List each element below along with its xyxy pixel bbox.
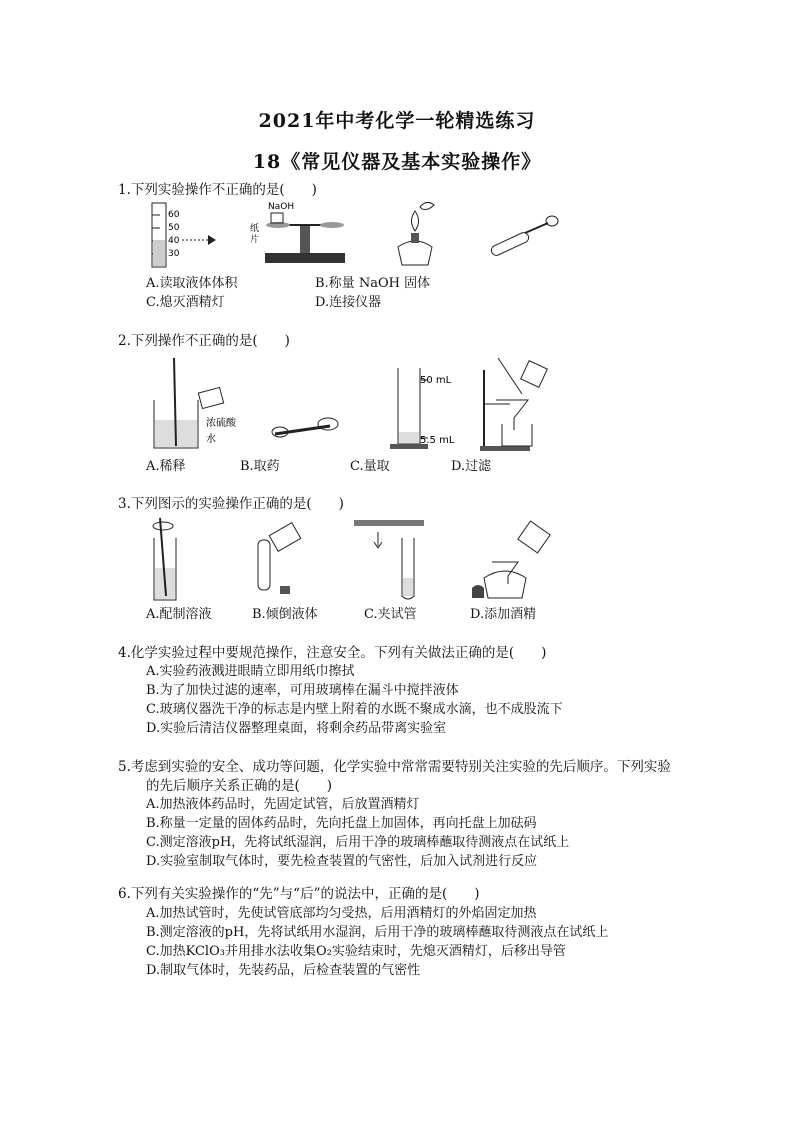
q5-option-c: C.测定溶液pH，先将试纸湿润，后用干净的玻璃棒蘸取待测液点在试纸上 [146, 835, 570, 850]
ml55-label: 5.5 mL [420, 435, 455, 446]
q2-option-b: B.取药 [240, 459, 280, 474]
q5-option-b: B.称量一定量的固体药品时，先向托盘上加固体，再向托盘上加砝码 [146, 816, 537, 831]
acid-label: 浓硫酸 [206, 418, 236, 429]
q4-option-c: C.玻璃仪器洗干净的标志是内壁上附着的水既不聚成水滴，也不成股流下 [146, 702, 563, 717]
q1-option-d: D.连接仪器 [315, 295, 382, 310]
balance-figure [250, 202, 345, 263]
q1-figures [140, 195, 570, 273]
water-label: 水 [206, 434, 216, 445]
q1-option-a: A.读取液体体积 [146, 276, 238, 291]
q3-option-d: D.添加酒精 [470, 607, 537, 622]
q2-option-d: D.过滤 [451, 459, 492, 474]
q5-stem-cont: 的先后顺序关系正确的是( ) [146, 778, 333, 794]
q2-stem: 2.下列操作不正确的是( ) [118, 333, 290, 349]
q6-stem: 6.下列有关实验操作的“先”与“后”的说法中，正确的是( ) [118, 886, 480, 902]
ml50-label: 50 mL [420, 375, 452, 386]
dilution-figure [154, 358, 237, 448]
q6-option-d: D.制取气体时，先装药品，后检查装置的气密性 [146, 963, 421, 978]
q1-option-b: B.称量 NaOH 固体 [315, 276, 431, 291]
scale-40: 40 [168, 236, 180, 246]
q3-option-a: A.配制溶液 [146, 607, 212, 622]
q4-option-d: D.实验后清洁仪器整理桌面，将剩余药品带离实验室 [146, 721, 447, 736]
q1-option-c: C.熄灭酒精灯 [146, 295, 225, 310]
q1-stem: 1.下列实验操作不正确的是( ) [118, 182, 317, 198]
q4-stem: 4.化学实验过程中要规范操作，注意安全。下列有关做法正确的是( ) [118, 645, 547, 661]
q5-option-d: D.实验室制取气体时，要先检查装置的气密性，后加入试剂进行反应 [146, 854, 538, 869]
page-title: 2021年中考化学一轮精选练习 [258, 110, 536, 132]
pour-liquid-figure [258, 523, 301, 594]
q6-option-c: C.加热KClO₃并用排水法收集O₂实验结束时，先熄灭酒精灯，后移出导管 [146, 944, 566, 959]
scale-30: 30 [168, 249, 180, 259]
q2-figures [140, 350, 560, 454]
q5-stem: 5.考虑到实验的安全、成功等问题，化学实验中常常需要特别关注实验的先后顺序。下列实验 [118, 759, 671, 775]
connect-apparatus-figure [490, 216, 558, 257]
add-alcohol-figure [472, 521, 550, 598]
q3-option-b: B.倾倒液体 [252, 607, 318, 622]
graduated-cylinder-reading-figure [152, 203, 216, 267]
q6-option-a: A.加热试管时，先使试管底部均匀受热，后用酒精灯的外焰固定加热 [146, 906, 537, 921]
paper-label-1: 纸 [250, 224, 260, 234]
q2-option-a: A.稀释 [146, 459, 186, 474]
q3-stem: 3.下列图示的实验操作正确的是( ) [118, 496, 344, 512]
scale-50: 50 [168, 223, 180, 233]
prepare-solution-figure [153, 518, 176, 600]
filtration-figure [480, 358, 547, 451]
graduated-cylinder-figure [390, 368, 455, 449]
clamp-tube-figure [354, 520, 424, 599]
scale-60: 60 [168, 210, 180, 220]
q2-option-c: C.量取 [350, 459, 390, 474]
eye-icon [208, 235, 216, 245]
q4-option-b: B.为了加快过滤的速率，可用玻璃棒在漏斗中搅拌液体 [146, 683, 459, 698]
page-subtitle: 18《常见仪器及基本实验操作》 [252, 151, 542, 173]
naoh-label: NaOH [268, 202, 295, 212]
take-reagent-figure [272, 418, 338, 437]
q4-option-a: A.实验药液溅进眼睛立即用纸巾擦拭 [146, 664, 355, 679]
paper-label-2: 片 [250, 235, 260, 245]
q6-option-b: B.测定溶液的pH，先将试纸用水湿润，后用干净的玻璃棒蘸取待测液点在试纸上 [146, 925, 609, 940]
q3-option-c: C.夹试管 [364, 607, 417, 622]
alcohol-lamp-figure [398, 202, 434, 265]
q5-option-a: A.加热液体药品时，先固定试管，后放置酒精灯 [146, 797, 420, 812]
q3-figures [140, 512, 570, 602]
